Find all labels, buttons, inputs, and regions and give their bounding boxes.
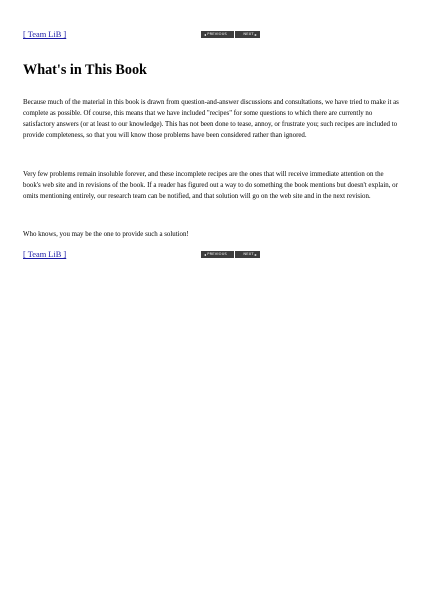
- arrow-left-icon: ◂: [204, 252, 207, 257]
- previous-label: PREVIOUS: [207, 32, 228, 36]
- nav-buttons: [201, 31, 260, 38]
- next-label: NEXT: [243, 252, 254, 256]
- arrow-right-icon: ▸: [254, 32, 257, 37]
- previous-label: PREVIOUS: [207, 252, 228, 256]
- arrow-left-icon: ◂: [204, 32, 207, 37]
- team-lib-link[interactable]: [ Team LiB ]: [23, 250, 67, 259]
- top-navigation: [0, 30, 423, 42]
- next-button[interactable]: [235, 31, 260, 38]
- page-title: What's in This Book: [23, 62, 147, 78]
- team-lib-link[interactable]: [ Team LiB ]: [23, 30, 67, 39]
- nav-buttons: [201, 251, 260, 258]
- previous-button[interactable]: [201, 251, 234, 258]
- arrow-right-icon: ▸: [254, 252, 257, 257]
- next-button[interactable]: [235, 251, 260, 258]
- next-label: NEXT: [243, 32, 254, 36]
- previous-button[interactable]: [201, 31, 234, 38]
- paragraph-closing: Who knows, you may be the one to provide such a solution!: [23, 231, 189, 238]
- paragraph-incomplete-recipes: Very few problems remain insoluble forever, and these incomplete recipes are the ones that will receive immediate attention on the book's web site and in revisions of the book. If a reader has figured out a way to do something the book mentions but doesn't explain, or omits mentioning entirely, our research team can be notified, and that solution will go on the web site and in the next revision.: [23, 171, 398, 200]
- paragraph-intro: Because much of the material in this book is drawn from question-and-answer discussions and consultations, we have tried to make it as complete as possible. Of course, this means that we have included "recipes" for some questions to which there are currently no satisfactory answers (or at least to our knowledge). This has not been done to tease, annoy, or frustrate you; such recipes are included to provide completeness, so that you will know those problems have been considered rather than ignored.: [23, 99, 399, 139]
- bottom-navigation: [0, 250, 423, 262]
